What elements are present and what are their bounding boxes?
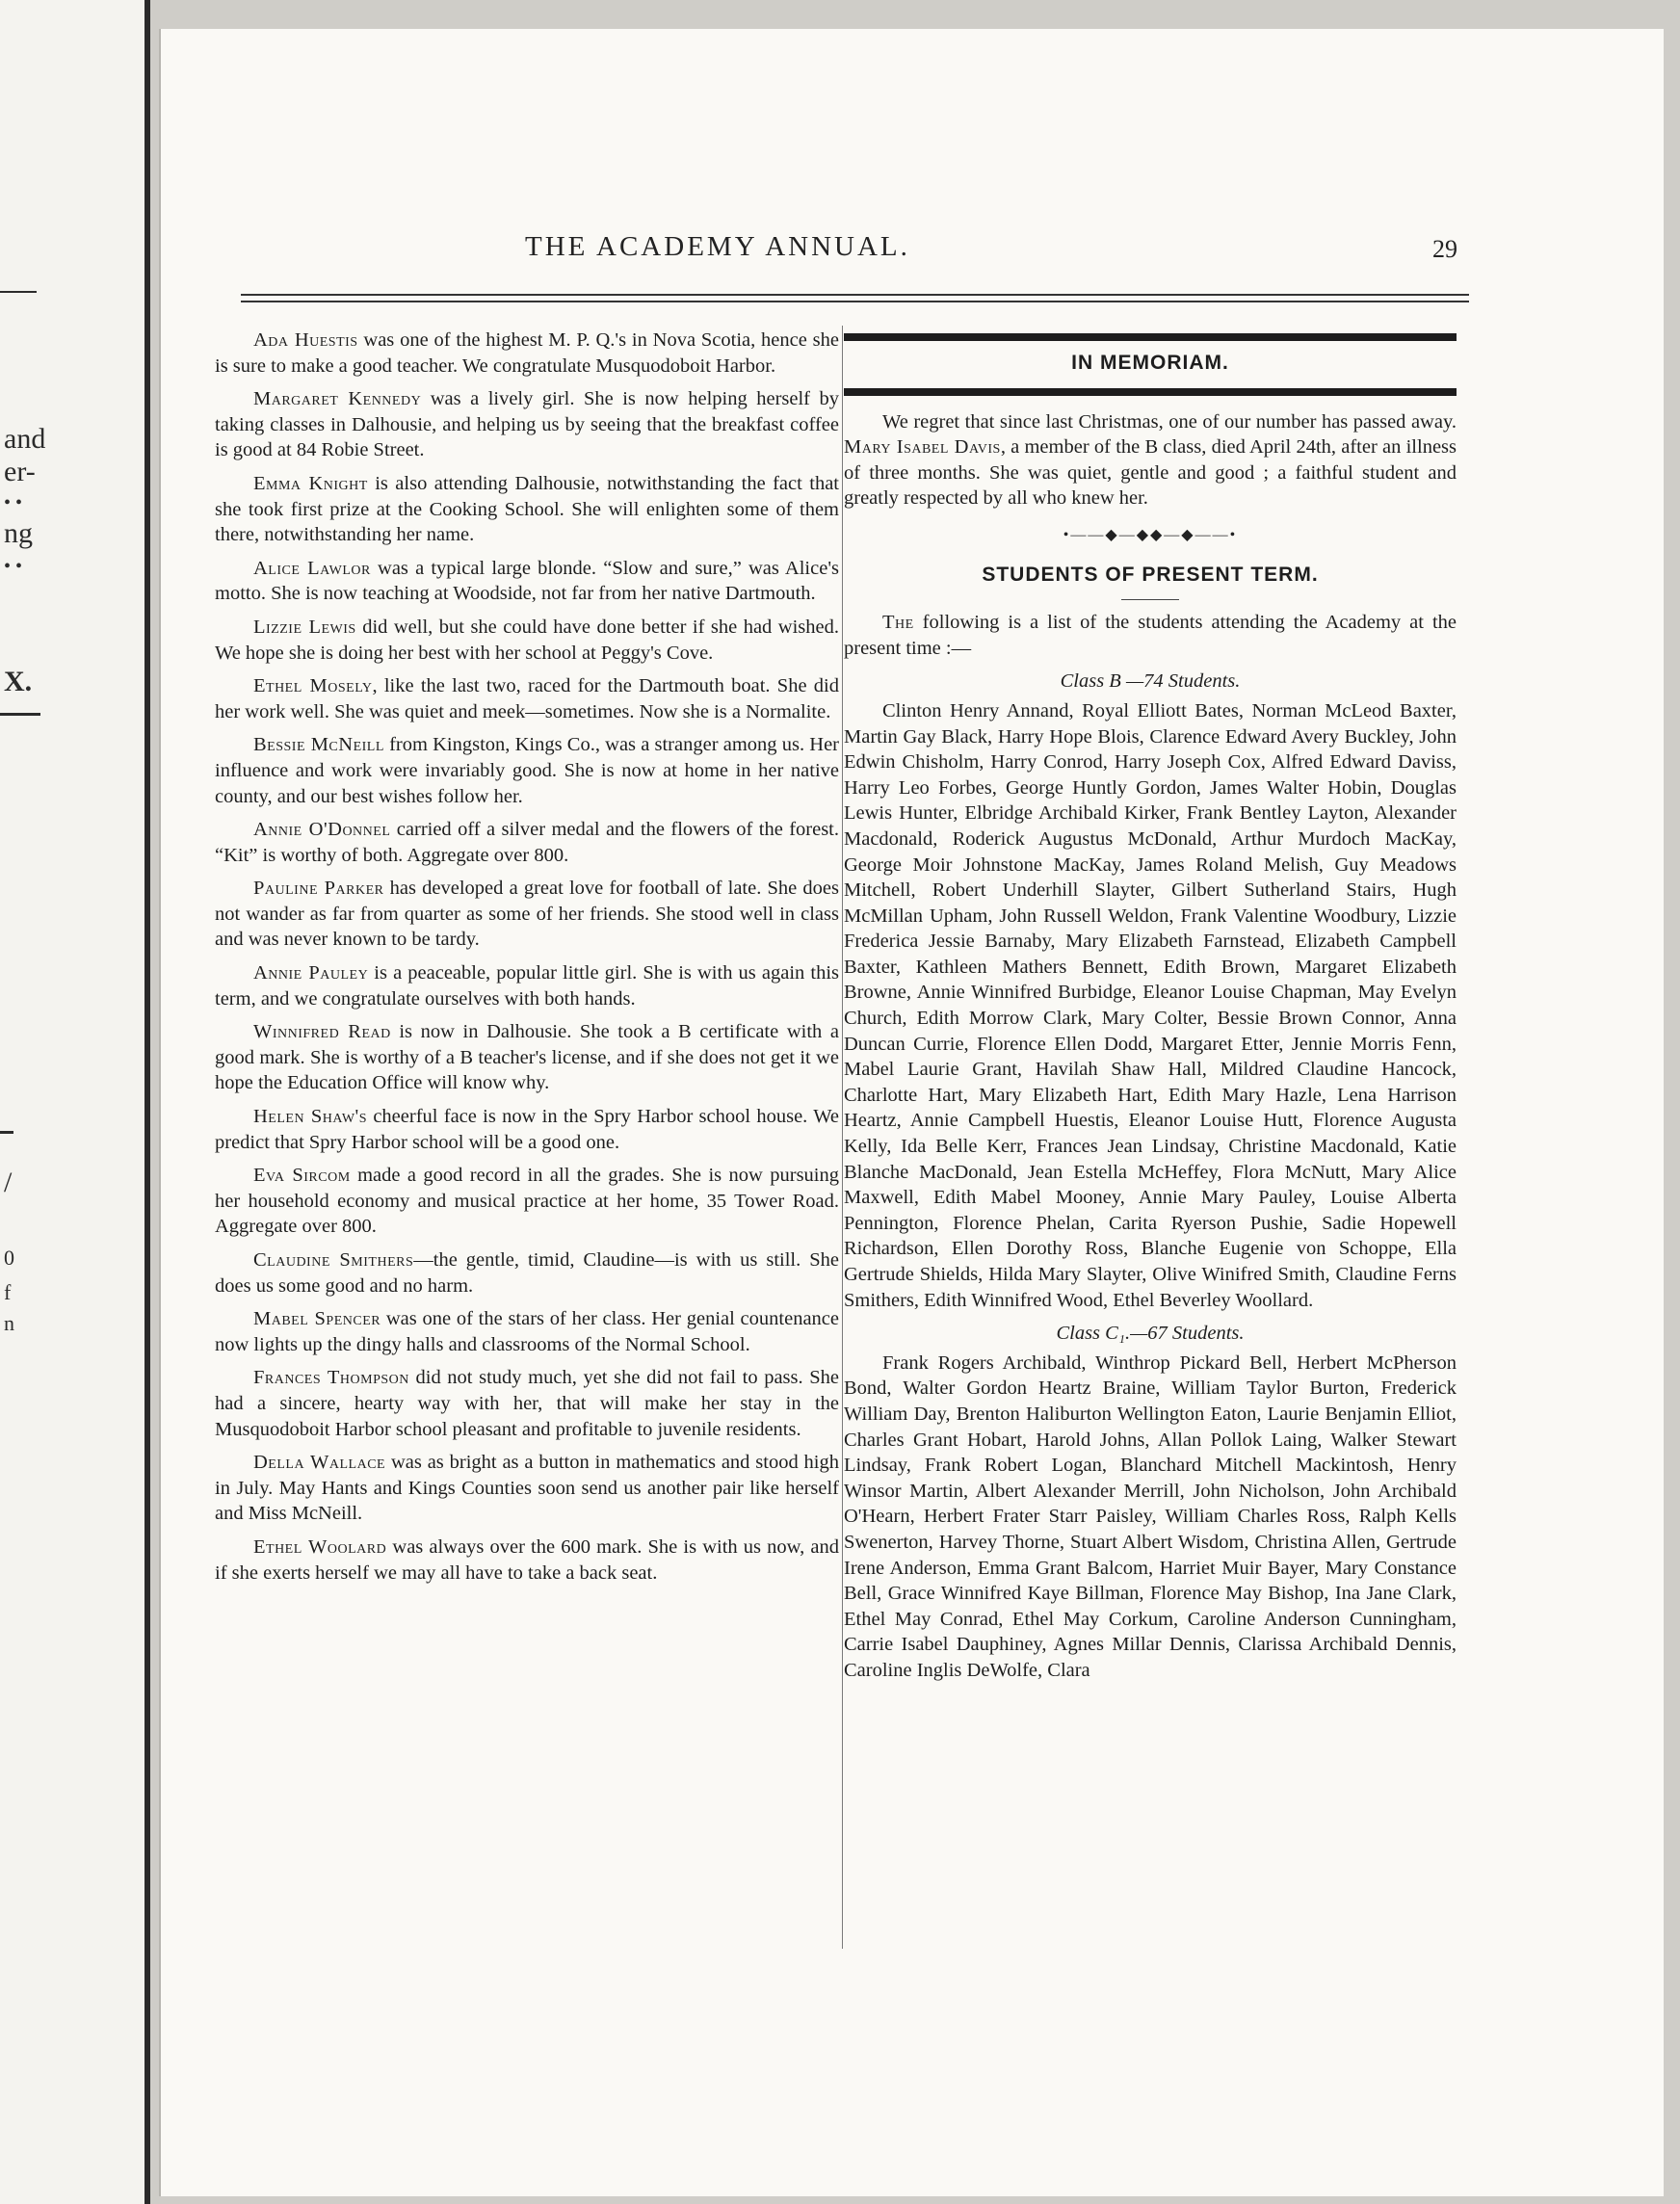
graduate-name: Ethel Woolard [253, 1535, 387, 1558]
left-column [215, 328, 839, 1593]
students-intro [844, 610, 1457, 661]
graduate-description: carried off a silver medal and the flowers of the forest. “Kit” is worthy of both. Aggregate over 800. [215, 819, 839, 866]
margin-rule [0, 713, 40, 716]
margin-fragment: and [4, 423, 46, 455]
margin-fragment: ng [4, 517, 33, 549]
memoriam-rule-top [844, 333, 1457, 341]
graduate-name: Della Wallace [253, 1452, 386, 1474]
graduate-entry [215, 1247, 839, 1299]
graduate-name: Helen Shaw's [253, 1106, 368, 1128]
graduate-entry [215, 960, 839, 1011]
graduate-name: Pauline Parker [253, 878, 384, 900]
graduate-description: was a lively girl. She is now helping herself by taking classes in Dalhousie, and helping us by seeing that the breakfast coffee is good at 84 Robie Street. [215, 388, 839, 461]
graduate-description: was one of the highest M. P. Q.'s in Nova Scotia, hence she is sure to make a good teacher. We congratulate Musquodoboit Harbor. [215, 329, 839, 377]
intro-text: following is a list of the students attending the Academy at the present time :— [844, 612, 1457, 659]
graduate-description: was one of the stars of her class. Her genial countenance now lights up the dingy halls and classrooms of the Normal School. [215, 1308, 839, 1355]
graduate-entry [215, 556, 839, 607]
graduate-name: Ada Huestis [253, 329, 358, 351]
margin-fragment: f [4, 1280, 12, 1304]
memoriam-heading: IN MEMORIAM. [1071, 352, 1229, 374]
intro-lead: The [882, 612, 914, 634]
margin-rule [0, 291, 37, 293]
graduate-entry [215, 1535, 839, 1586]
margin-fragment: 0 [4, 1246, 14, 1270]
header-rule [241, 301, 1469, 302]
graduate-entry [215, 1104, 839, 1155]
graduate-name: Bessie McNeill [253, 734, 384, 756]
graduate-description: —the gentle, timid, Claudine—is with us still. She does us some good and no harm. [215, 1249, 839, 1297]
graduate-description: was always over the 600 mark. She is with us now, and if she exerts herself we may all have to take a back seat. [215, 1535, 839, 1584]
graduate-entry [215, 1163, 839, 1240]
graduate-name: Claudine Smithers [253, 1249, 414, 1271]
memoriam-rule-bottom [844, 388, 1457, 396]
memoriam-text: , a member of the B class, died April 24th, after an illness of three months. She was quiet, gentle and good ; a faithful student and greatly respected by all who knew her. [844, 436, 1457, 510]
running-head: THE ACADEMY ANNUAL. [525, 231, 910, 262]
graduate-entry [215, 1019, 839, 1096]
graduate-name: Margaret Kennedy [253, 388, 422, 410]
graduate-name: Frances Thompson [253, 1367, 409, 1389]
margin-fragment: / [4, 1167, 13, 1198]
graduate-entry [215, 1365, 839, 1442]
graduate-entry [215, 615, 839, 666]
graduate-description: did well, but she could have done better if she had wished. We hope she is doing her best with her school at Peggy's Cove. [215, 616, 839, 664]
graduate-name: Winnifred Read [253, 1021, 391, 1043]
memoriam-paragraph [844, 409, 1457, 512]
memoriam-name: Mary Isabel Davis [844, 436, 1001, 459]
adjacent-page-edge [0, 0, 150, 2204]
ornament-divider: •——◆—◆◆—◆——• [1063, 526, 1238, 543]
graduate-description: cheerful face is now in the Spry Harbor school house. We predict that Spry Harbor school will be a good one. [215, 1106, 839, 1153]
graduate-description: made a good record in all the grades. She is now pursuing her household economy and musical practice at her home, 35 Tower Road. Aggregate over 800. [215, 1165, 839, 1238]
graduate-entry [215, 471, 839, 548]
margin-fragment: n [4, 1311, 14, 1335]
graduate-entry [215, 817, 839, 868]
graduate-description: has developed a great love for football of late. She does not wander as far from quarter as some of her friends. She stood well in class and was never known to be tardy. [215, 878, 839, 951]
graduate-entry [215, 876, 839, 953]
graduate-description: from Kingston, Kings Co., was a stranger among us. Her influence and work were invariably good. She is now at home in her native county, and our best wishes follow her. [215, 734, 839, 807]
graduate-name: Alice Lawlor [253, 557, 371, 579]
graduate-name: Eva Sircom [253, 1165, 351, 1187]
graduate-name: Annie Pauley [253, 962, 369, 984]
margin-fragment: er- [4, 456, 36, 487]
graduate-entry [215, 328, 839, 379]
margin-fragment: • • [4, 492, 23, 513]
graduate-description: is also attending Dalhousie, notwithstanding the fact that she took first prize at the Cooking School. She will enlighten some of them there, notwithstanding her name. [215, 472, 839, 546]
margin-fragment: X. [4, 666, 33, 697]
graduate-entry [215, 673, 839, 724]
right-column [844, 328, 1457, 1692]
graduate-name: Annie O'Donnel [253, 819, 391, 841]
graduate-description: was as bright as a button in mathematics and stood high in July. May Hants and Kings Counties soon send us another pair like herself and Miss McNeill. [215, 1452, 839, 1525]
graduate-entry [215, 1450, 839, 1527]
class-c1-heading: Class C₁.—67 Students. [1056, 1323, 1245, 1345]
class-b-heading: Class B —74 Students. [1060, 670, 1241, 693]
graduate-name: Lizzie Lewis [253, 616, 356, 638]
margin-fragment: • • [4, 556, 23, 577]
page-number: 29 [1432, 235, 1457, 263]
graduate-entry [215, 1306, 839, 1357]
students-heading: STUDENTS OF PRESENT TERM. [982, 563, 1319, 586]
memoriam-text: We regret that since last Christmas, one of our number has passed away. [882, 410, 1457, 433]
graduate-description: did not study much, yet she did not fail to pass. She had a sincere, hearty way with her, that will make her stay in the Musquodoboit Harbor school pleasant and profitable to juvenile residents. [215, 1367, 839, 1440]
graduate-entry [215, 732, 839, 809]
graduate-description: was a typical large blonde. “Slow and sure,” was Alice's motto. She is now teaching at Woodside, not far from her native Dartmouth. [215, 557, 839, 605]
short-rule [1121, 599, 1179, 600]
class-c1-list: Frank Rogers Archibald, Winthrop Pickard Bell, Herbert McPherson Bond, Walter Gordon Heartz Braine, William Taylor Burton, Frederick William Day, Brenton Haliburton Wellington Eaton, Laurie Benjamin Elliot, Charles Grant Hobart, Harold Johns, Allan Pollok Laing, Walker Stewart Lindsay, Frank Robert Logan, Blanchard Mitchell Mackintosh, Henry Winsor Martin, Albert Alexander Merrill, John Nicholson, John Archibald O'Hearn, Herbert Frater Starr Paisley, William Charles Ross, Ralph Kells Swenerton, Harvey Thorne, Stuart Albert Wisdom, Christina Allen, Gertrude Irene Anderson, Emma Grant Balcom, Harriet Muir Bayer, Mary Constance Bell, Grace Winnifred Kaye Billman, Florence May Bishop, Ina Jane Clark, Ethel May Conrad, Ethel May Corkum, Caroline Anderson Cunningham, Carrie Isabel Dauphiney, Agnes Millar Dennis, Clarissa Archibald Dennis, Caroline Inglis DeWolfe, Clara [844, 1351, 1457, 1681]
graduate-entry [215, 386, 839, 463]
column-divider [842, 326, 843, 1949]
graduate-description: is a peaceable, popular little girl. She is with us again this term, and we congratulate ourselves with both hands. [215, 962, 839, 1010]
graduate-name: Emma Knight [253, 472, 368, 494]
graduate-description: is now in Dalhousie. She took a B certificate with a good mark. She is worthy of a B teacher's license, and if she does not get it we hope the Education Office will know why. [215, 1021, 839, 1094]
graduate-name: Mabel Spencer [253, 1308, 381, 1330]
header-rule [241, 294, 1469, 296]
class-b-list: Clinton Henry Annand, Royal Elliott Bates, Norman McLeod Baxter, Martin Gay Black, Harry Hope Blois, Clarence Edward Avery Buckley, John Edwin Chisholm, Harry Conrod, Harry Joseph Cox, Alfred Edward Daviss, Harry Leo Forbes, George Huntly Gordon, James Walter Hobin, Douglas Lewis Hunter, Elbridge Archibald Kirker, Frank Bentley Layton, Alexander Macdonald, Roderick Augustus McDonald, Arthur Murdoch MacKay, George Moir Johnstone MacKay, James Roland Melish, Guy Meadows Mitchell, Robert Underhill Slayter, Gilbert Sutherland Stairs, Hugh McMillan Upham, John Russell Weldon, Frank Valentine Woodbury, Lizzie Frederica Jessie Barnaby, Mary Elizabeth Farnstead, Elizabeth Campbell Baxter, Kathleen Mathers Bennett, Edith Brown, Margaret Elizabeth Browne, Annie Winnifred Burbidge, Eleanor Louise Chapman, May Evelyn Church, Edith Morrow Clark, Mary Colter, Bessie Brown Connor, Anna Duncan Currie, Florence Ellen Dodd, Margaret Etter, Jennie Morris Fenn, Mabel Laurie Grant, Havilah Shaw Hall, Mildred Claudine Hancock, Charlotte Hart, Mary Elizabeth Hart, Edith Mary Hazle, Lena Harrison Heartz, Annie Campbell Huestis, Eleanor Louise Hutt, Florence Augusta Kelly, Ida Belle Kerr, Frances Jean Lindsay, Christine Macdonald, Katie Blanche MacDonald, Jean Estella McHeffey, Flora McNutt, Mary Alice Maxwell, Edith Mabel Mooney, Annie Mary Pauley, Louise Alberta Pennington, Florence Phelan, Carita Ryerson Pushie, Sadie Hopewell Richardson, Ellen Dorothy Ross, Blanche Eugenie von Schoppe, Ella Gertrude Shields, Hilda Mary Slayter, Olive Winifred Smith, Claudine Ferns Smithers, Edith Winnifred Wood, Ethel Beverley Woollard. [844, 699, 1457, 1311]
graduate-name: Ethel Mosely [253, 675, 373, 697]
graduate-description: , like the last two, raced for the Dartmouth boat. She did her work well. She was quiet and meek—sometimes. Now she is a Normalite. [215, 675, 839, 722]
margin-rule [0, 1131, 13, 1134]
